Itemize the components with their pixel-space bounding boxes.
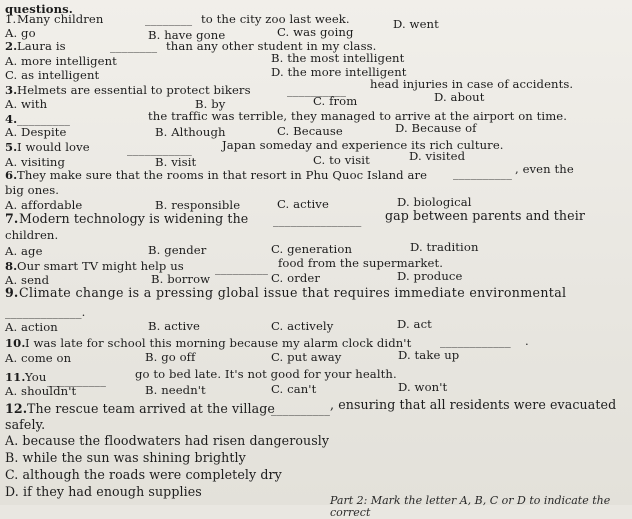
option-d: D. won't: [398, 380, 448, 394]
answer-blank: _______________: [273, 213, 362, 227]
option-b: B. visit: [155, 155, 197, 169]
option-b: B. go off: [145, 350, 196, 364]
question-stem: The rescue team arrived at the village: [27, 401, 275, 416]
question-number: 1.: [5, 12, 17, 26]
option-c: C. Because: [277, 124, 343, 138]
option-b: B. active: [148, 319, 200, 333]
option-a: A. shouldn't: [5, 384, 77, 398]
answer-blank: ___________: [127, 142, 192, 156]
question-stem-after: food from the supermarket.: [278, 256, 444, 270]
question-stem: Climate change is a pressing global issue that requires immediate environmental: [19, 285, 567, 300]
question-stem-after: the traffic was terrible, they managed to arrive at the airport on time.: [148, 109, 568, 123]
answer-blank: ____________: [440, 334, 511, 348]
question-stem: Laura is: [17, 39, 66, 53]
option-a: A. send: [5, 273, 50, 287]
option-a: A. visiting: [5, 155, 66, 169]
answer-blank: __________: [453, 166, 512, 180]
question-number: 5.: [5, 140, 18, 154]
option-a: A. Despite: [5, 125, 67, 139]
option-c: C. put away: [271, 350, 342, 364]
answer-blank: __________: [271, 402, 330, 416]
option-c: C. as intelligent: [5, 68, 100, 82]
option-d: D. went: [393, 17, 439, 31]
option-a: A. affordable: [5, 198, 83, 212]
option-a: A. age: [5, 244, 43, 258]
answer-blank: __________: [47, 373, 106, 387]
question-number: 9.: [5, 285, 19, 300]
option-c: C. from: [313, 94, 358, 108]
option-c: C. generation: [271, 242, 353, 256]
question-stem: Many children: [17, 12, 104, 26]
question-stem: Helmets are essential to protect bikers: [17, 83, 251, 97]
option-b: B. the most intelligent: [271, 51, 405, 65]
option-c: C. can't: [271, 382, 317, 396]
question-stem-after: , even the: [515, 162, 574, 176]
option-c: C. order: [271, 271, 320, 285]
option-b: B. while the sun was shining brightly: [5, 450, 246, 465]
question-number: 11.: [5, 370, 26, 384]
option-d: D. visited: [409, 149, 466, 163]
question-number: 4.: [5, 112, 18, 126]
option-a: A. because the floodwaters had risen dangerously: [5, 433, 330, 448]
question-stem-line2: safely.: [5, 417, 46, 432]
option-d: D. tradition: [410, 240, 479, 254]
option-b: B. Although: [155, 125, 226, 139]
question-stem-after: to the city zoo last week.: [201, 12, 350, 26]
question-stem-after: , ensuring that all residents were evacuated: [330, 397, 617, 412]
option-d: D. Because of: [395, 121, 477, 135]
answer-blank: __________: [287, 83, 346, 97]
option-d: D. if they had enough supplies: [5, 484, 202, 499]
option-b: B. have gone: [148, 28, 226, 42]
option-d: D. produce: [397, 269, 463, 283]
cropped-next-instruction: Part 2: Mark the letter A, B, C or D to indicate the correct: [330, 494, 611, 519]
question-stem-after: gap between parents and their: [385, 208, 585, 223]
question-stem-after: .: [525, 334, 529, 348]
question-number: 12.: [5, 401, 28, 416]
option-d: D. biological: [397, 195, 472, 209]
question-stem: I would love: [17, 140, 90, 154]
option-a: A. with: [5, 97, 48, 111]
question-stem: They make sure that the rooms in that resort in Phu Quoc Island are: [17, 168, 428, 182]
question-number: 8.: [5, 259, 18, 273]
option-c: C. to visit: [313, 153, 370, 167]
answer-blank: ________: [145, 12, 193, 26]
option-d: D. take up: [398, 348, 460, 362]
option-b: B. gender: [148, 243, 207, 257]
question-number: 6.: [5, 168, 18, 182]
option-d: D. the more intelligent: [271, 65, 407, 79]
question-stem: I was late for school this morning because my alarm clock didn't: [25, 336, 412, 350]
option-a: A. go: [5, 26, 36, 40]
question-stem: You: [25, 370, 47, 384]
question-number: 2.: [5, 39, 18, 53]
question-stem-after: than any other student in my class.: [166, 39, 377, 53]
option-a: A. action: [5, 320, 58, 334]
answer-blank: _________: [215, 261, 269, 275]
question-stem-line2: _____________.: [5, 305, 86, 319]
option-b: B. borrow: [151, 272, 211, 286]
question-stem-line2: children.: [5, 228, 59, 242]
option-c: C. was going: [277, 25, 354, 39]
answer-blank: ________: [110, 39, 158, 53]
question-stem: Modern technology is widening the: [19, 211, 249, 226]
option-a: A. come on: [5, 351, 72, 365]
answer-blank: _________: [17, 112, 71, 126]
section-heading: questions.: [5, 2, 73, 16]
question-stem-after: go to bed late. It's not good for your health.: [135, 367, 397, 381]
option-c: C. actively: [271, 319, 334, 333]
option-b: B. responsible: [155, 198, 241, 212]
option-b: B. needn't: [145, 383, 206, 397]
question-stem-after: Japan someday and experience its rich culture.: [222, 138, 504, 152]
option-a: A. more intelligent: [5, 54, 117, 68]
option-d: D. act: [397, 317, 432, 331]
option-c: C. active: [277, 197, 329, 211]
question-stem-line2: big ones.: [5, 183, 60, 197]
option-b: B. by: [195, 97, 226, 111]
question-number: 7.: [5, 211, 19, 226]
question-stem: Our smart TV might help us: [17, 259, 184, 273]
option-c: C. although the roads were completely dry: [5, 467, 282, 482]
question-number: 3.: [5, 83, 18, 97]
question-number: 10.: [5, 336, 26, 350]
option-d: D. about: [434, 90, 485, 104]
question-stem-after: head injuries in case of accidents.: [370, 77, 574, 91]
